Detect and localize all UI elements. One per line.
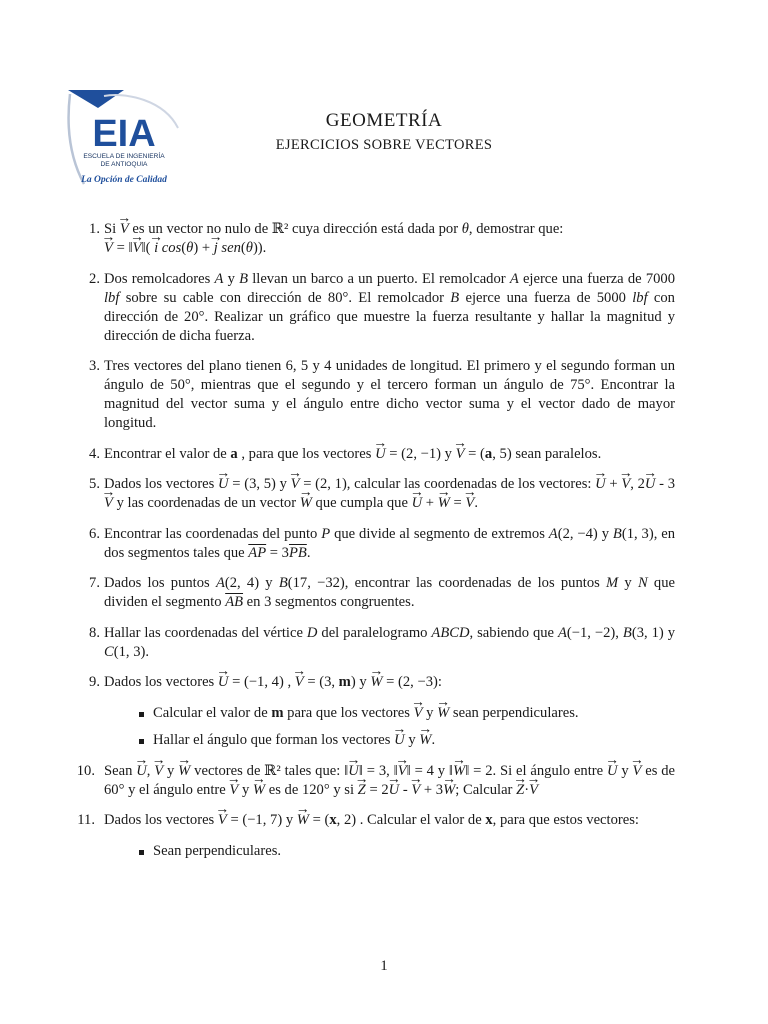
exercise-number: 9. xyxy=(89,674,100,690)
exercise-2: 2. Dos remolcadores A y B llevan un barco a un puerto. El remolcador A ejerce una fuerza de 7000 lbf sobre su cable con dirección de 80°. El remolcador B ejerce una fuerza de 5000 lbf con dirección de 20°. Realizar un gráfico que muestre la fuerza resultante y hallar la magnitud y dirección de dicha fuerza. xyxy=(87,270,675,346)
logo-triangle xyxy=(68,90,124,108)
exercise-10: 10. Sean → U, → V y → W vectores de ℝ² tales que: ‖→ U‖ = 3, ‖→ V‖ = 4 y ‖→ W‖ = 2. Si el ángulo entre → U y → V es de 60° y el ángulo entre → V y → W es de 120° y si → Z = 2→ U - → V + 3→ W; Calcular → Z·→ V xyxy=(87,762,675,800)
exercise-5: 5. Dados los vectores → U = (3, 5) y → V = (2, 1), calcular las coordenadas de los vectores: → U + → V, 2→ U - 3→ V y las coordenadas de un vector → W que cumpla que → U + → W = → V. xyxy=(87,475,675,513)
exercise-3: 3. Tres vectores del plano tienen 6, 5 y 4 unidades de longitud. El primero y el segundo forman un ángulo de 50°, mientras que el segundo y el tercero forman un ángulo de 75°. Encontrar la magnitud del vector suma y el ángulo entre dicho vector suma y el vector dado de mayor longitud. xyxy=(87,357,675,433)
exercise-8: 8. Hallar las coordenadas del vértice D del paralelogramo ABCD, sabiendo que A(−1, −2), B(3, 1) y C(1, 3). xyxy=(87,624,675,662)
exercise-number: 2. xyxy=(89,270,100,287)
exercise-7: 7. Dados los puntos A(2, 4) y B(17, −32), encontrar las coordenadas de los puntos M y N que dividen el segmento $\overline{AB}$ en 3 segmentos congruentes. xyxy=(87,574,675,612)
exercise-number: 6. xyxy=(89,525,100,542)
exercise-9: 9. Dados los vectores → U = (−1, 4) , → V = (3, m) y → W = (2, −3): Calcular el valor de m para que los vectores → V y → W sean perpendiculares. Hallar el ángulo que forman los vectores → U y → W. xyxy=(87,673,675,750)
exercise-number: 4. xyxy=(89,445,100,462)
list-item: Calcular el valor de m para que los vectores → V y → W sean perpendiculares. xyxy=(139,704,675,723)
exercise-number: 11. xyxy=(77,812,95,828)
exercise-list xyxy=(76,220,676,873)
list-item: Sean perpendiculares. xyxy=(139,842,675,861)
list-item: Hallar el ángulo que forman los vectores → U y → W. xyxy=(139,731,675,750)
exercise-9-bullets xyxy=(139,704,675,750)
logo-tagline: La Opción de Calidad xyxy=(81,175,167,185)
page-subtitle: EJERCICIOS SOBRE VECTORES xyxy=(275,137,493,153)
exercise-number: 7. xyxy=(89,575,100,591)
exercise-4: 4. Encontrar el valor de a , para que los vectores → U = (2, −1) y → V = (a, 5) sean paralelos. xyxy=(87,445,675,464)
logo-acronym: EIA xyxy=(92,113,156,155)
exercise-number: 3. xyxy=(89,358,100,374)
page-number: 1 xyxy=(380,958,388,974)
exercise-6: 6. Encontrar las coordenadas del punto P que divide al segmento de extremos A(2, −4) y B(1, 3), en dos segmentos tales que $\overline{AP} = 3\overline{PB}$. xyxy=(87,525,675,563)
exercise-1: 1. Si → V es un vector no nulo de ℝ² cuya dirección está dada por θ, demostrar que: → V = ‖→ V‖( → i cos(θ) + → j sen(θ)). xyxy=(87,220,675,258)
page-title: GEOMETRÍA xyxy=(325,110,443,131)
logo-line1: ESCUELA DE INGENIERÍA xyxy=(83,153,165,160)
exercise-11: 11. Dados los vectores → V = (−1, 7) y → W = (x, 2) . Calcular el valor de x, para que estos vectores: Sean perpendiculares. xyxy=(87,811,675,861)
exercise-number: 5. xyxy=(89,476,100,492)
exercise-number: 1. xyxy=(89,221,100,237)
exercise-number: 8. xyxy=(89,624,100,641)
exercise-11-bullets xyxy=(139,842,675,861)
exercise-number: 10. xyxy=(76,762,95,779)
logo-line2: DE ANTIOQUIA xyxy=(100,161,148,168)
